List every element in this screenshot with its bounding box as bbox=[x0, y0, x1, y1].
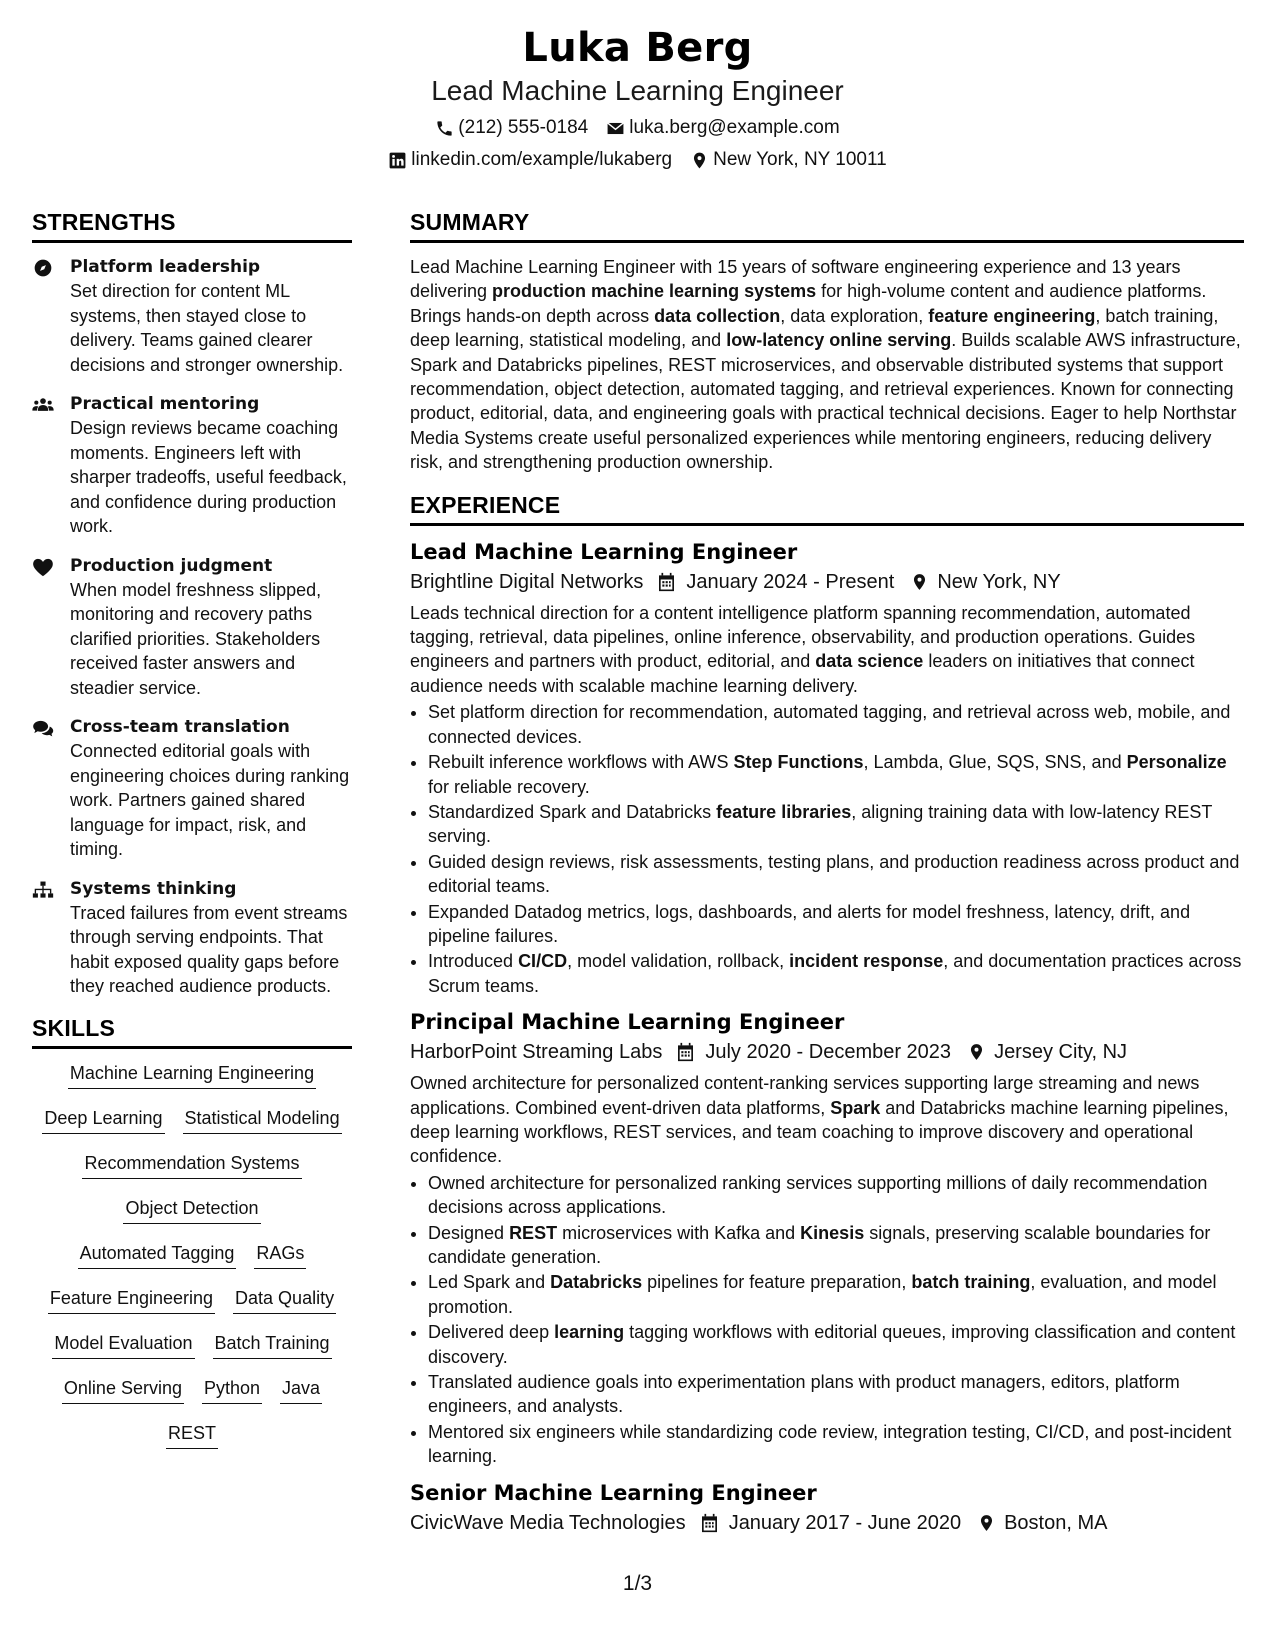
text-segment: , and documentation practices across Scrum teams. bbox=[428, 951, 1242, 996]
skill-tag: Python bbox=[202, 1376, 262, 1404]
email-contact[interactable] bbox=[606, 116, 839, 140]
skill-row bbox=[32, 1376, 352, 1421]
job-description bbox=[410, 601, 1244, 699]
text-segment: , evaluation, and model promotion. bbox=[428, 1272, 1217, 1317]
bold-keyword: low-latency online serving bbox=[726, 330, 952, 351]
job-dates: January 2024 - Present bbox=[686, 570, 895, 593]
summary-heading: SUMMARY bbox=[410, 208, 1244, 243]
skill-tag: Recommendation Systems bbox=[82, 1151, 301, 1179]
text-segment: , data exploration, bbox=[780, 305, 929, 326]
experience-heading: EXPERIENCE bbox=[410, 491, 1244, 526]
text-segment: Delivered deep bbox=[428, 1322, 555, 1343]
bullet-item bbox=[428, 949, 1244, 998]
skill-row bbox=[32, 1151, 352, 1196]
strength-title: Cross-team translation bbox=[70, 717, 290, 737]
text-segment: leaders on initiatives that connect audience needs with scalable machine learning delivery. bbox=[410, 651, 1195, 696]
jobs-list bbox=[410, 538, 1244, 1537]
strength-title: Production judgment bbox=[70, 555, 273, 576]
bullet-item bbox=[428, 1270, 1244, 1319]
skill-row bbox=[32, 1421, 352, 1466]
strength-text bbox=[70, 255, 352, 377]
strength-item bbox=[32, 392, 352, 539]
skill-row bbox=[32, 1106, 352, 1151]
map-marker-icon bbox=[910, 572, 929, 592]
resume-header bbox=[0, 22, 1275, 172]
comments-icon bbox=[32, 715, 70, 743]
text-segment: Introduced bbox=[428, 951, 519, 972]
bold-keyword: production machine learning systems bbox=[492, 281, 817, 302]
text-segment: for reliable recovery. bbox=[428, 776, 590, 797]
skill-tag: Object Detection bbox=[123, 1196, 260, 1224]
job-meta bbox=[410, 1509, 1244, 1537]
calendar-icon bbox=[700, 1513, 719, 1533]
skill-tag: Statistical Modeling bbox=[183, 1106, 342, 1134]
job-meta bbox=[410, 1038, 1244, 1066]
bold-keyword: batch training bbox=[911, 1272, 1031, 1293]
text-segment: pipelines for feature preparation, bbox=[642, 1272, 912, 1293]
job-location: New York, NY bbox=[937, 570, 1061, 593]
bullet-item bbox=[428, 1221, 1244, 1270]
job-bullets bbox=[410, 1171, 1244, 1469]
skill-tag: Automated Tagging bbox=[78, 1241, 237, 1269]
skill-tag: Batch Training bbox=[213, 1331, 332, 1359]
strengths-list bbox=[32, 255, 352, 999]
strength-text bbox=[70, 877, 352, 999]
job-dates: January 2017 - June 2020 bbox=[728, 1511, 962, 1534]
strength-title: Systems thinking bbox=[70, 878, 237, 899]
strength-item bbox=[32, 554, 352, 701]
calendar-icon bbox=[657, 572, 676, 592]
heart-icon bbox=[32, 554, 70, 582]
candidate-title: Lead Machine Learning Engineer bbox=[431, 75, 844, 106]
text-segment: Mentored six engineers while standardizing code review, integration testing, CI/CD, and post-incident learning. bbox=[428, 1421, 1232, 1467]
bold-keyword: learning bbox=[554, 1322, 625, 1343]
company-name: Brightline Digital Networks bbox=[410, 570, 644, 593]
company-name: HarborPoint Streaming Labs bbox=[410, 1041, 663, 1064]
calendar-icon bbox=[676, 1042, 695, 1062]
job-entry bbox=[410, 538, 1244, 999]
email-address[interactable]: luka.berg@example.com bbox=[629, 117, 840, 138]
text-segment: Expanded Datadog metrics, logs, dashboards, and alerts for model freshness, latency, drift, and pipeline failures. bbox=[428, 901, 1191, 946]
bold-keyword: data collection bbox=[654, 305, 781, 326]
map-marker-icon bbox=[690, 151, 709, 170]
strength-text bbox=[70, 392, 352, 539]
strength-text bbox=[70, 715, 352, 862]
bold-keyword: CI/CD bbox=[518, 951, 568, 972]
map-marker-icon bbox=[967, 1042, 986, 1062]
strength-description: Set direction for content ML systems, then stayed close to delivery. Teams gained clearer decisions and stronger ownership. bbox=[70, 281, 344, 375]
job-entry bbox=[410, 1479, 1244, 1537]
strength-title: Platform leadership bbox=[70, 257, 261, 277]
job-location: Boston, MA bbox=[1004, 1511, 1108, 1534]
text-segment: , batch training, deep learning, statistical modeling, and bbox=[410, 305, 1219, 351]
bold-keyword: REST bbox=[509, 1222, 558, 1243]
bold-keyword: Databricks bbox=[550, 1272, 643, 1293]
text-segment: for high-volume content and audience platforms. Brings hands-on depth across bbox=[410, 281, 1207, 326]
job-title: Senior Machine Learning Engineer bbox=[410, 1480, 817, 1505]
text-segment: Lead Machine Learning Engineer with 15 years of software engineering experience and 13 years delivering bbox=[410, 257, 1181, 302]
strength-title: Practical mentoring bbox=[70, 394, 260, 414]
phone-contact bbox=[435, 116, 588, 140]
bold-keyword: incident response bbox=[789, 951, 944, 972]
strength-description: When model freshness slipped, monitoring and recovery paths clarified priorities. Stakeholders received faster answers and steadier service. bbox=[70, 579, 322, 698]
strength-description: Connected editorial goals with engineering choices during ranking work. Partners gained shared language for impact, risk, and timing. bbox=[70, 741, 350, 859]
bold-keyword: Spark bbox=[830, 1097, 881, 1118]
strength-item bbox=[32, 715, 352, 862]
text-segment: tagging workflows with editorial queues, improving classification and content discovery. bbox=[428, 1322, 1236, 1367]
phone-icon bbox=[435, 119, 454, 138]
bold-keyword: data science bbox=[815, 651, 924, 672]
skill-tag: Feature Engineering bbox=[48, 1286, 215, 1314]
strengths-heading: STRENGTHS bbox=[32, 208, 352, 243]
bullet-item bbox=[428, 900, 1244, 949]
strength-text bbox=[70, 554, 352, 701]
linkedin-contact[interactable] bbox=[388, 148, 672, 172]
skill-row bbox=[32, 1196, 352, 1241]
skill-tag: Machine Learning Engineering bbox=[68, 1061, 316, 1089]
linkedin-url[interactable]: linkedin.com/example/lukaberg bbox=[411, 149, 673, 170]
bold-keyword: Kinesis bbox=[800, 1222, 865, 1243]
bold-keyword: Personalize bbox=[1126, 752, 1227, 773]
envelope-icon bbox=[606, 119, 625, 138]
job-entry bbox=[410, 1008, 1244, 1469]
job-location: Jersey City, NJ bbox=[994, 1041, 1128, 1064]
skills-list bbox=[32, 1061, 352, 1466]
bullet-item bbox=[428, 750, 1244, 799]
strength-item bbox=[32, 877, 352, 999]
text-segment: Rebuilt inference workflows with AWS bbox=[428, 752, 734, 773]
compass-icon bbox=[32, 255, 70, 283]
strength-description: Design reviews became coaching moments. Engineers left with sharper tradeoffs, useful feedback, and confidence during production work. bbox=[70, 418, 347, 536]
skills-heading: SKILLS bbox=[32, 1014, 352, 1049]
bullet-item bbox=[428, 1320, 1244, 1369]
text-segment: Set platform direction for recommendation, automated tagging, and retrieval across web, mobile, and connected devices. bbox=[428, 702, 1231, 747]
company-name: CivicWave Media Technologies bbox=[410, 1511, 686, 1534]
job-dates: July 2020 - December 2023 bbox=[705, 1041, 952, 1064]
skill-tag: Model Evaluation bbox=[52, 1331, 194, 1359]
strength-item bbox=[32, 255, 352, 377]
page-indicator: 1/3 bbox=[622, 1572, 653, 1595]
job-bullets bbox=[410, 700, 1244, 998]
bullet-item bbox=[428, 1420, 1244, 1469]
bold-keyword: Step Functions bbox=[733, 752, 864, 773]
text-segment: microservices with Kafka and bbox=[557, 1222, 801, 1243]
contact-row-1 bbox=[0, 116, 1275, 140]
text-segment: , model validation, rollback, bbox=[567, 951, 790, 972]
left-column bbox=[32, 208, 352, 1466]
job-meta bbox=[410, 568, 1244, 596]
phone-number: (212) 555-0184 bbox=[458, 117, 589, 138]
users-icon bbox=[32, 392, 70, 420]
bullet-item bbox=[428, 850, 1244, 899]
text-segment: Leads technical direction for a content intelligence platform spanning recommendation, automated tagging, retrieval, data pipelines, online inference, observability, and production operations. Guides engineers and partners with product, editorial, and bbox=[410, 602, 1196, 672]
summary-text bbox=[410, 255, 1244, 475]
text-segment: Owned architecture for personalized content-ranking services supporting large streaming and news applications. Combined event-driven data platforms, bbox=[410, 1073, 1200, 1118]
skill-tag: Data Quality bbox=[233, 1286, 336, 1314]
skill-tag: Java bbox=[280, 1376, 322, 1404]
text-segment: Guided design reviews, risk assessments, testing plans, and production readiness across product and editorial teams. bbox=[428, 851, 1240, 897]
text-segment: Translated audience goals into experimentation plans with product managers, editors, platform engineers, and analysts. bbox=[428, 1372, 1180, 1417]
strength-description: Traced failures from event streams through serving endpoints. That habit exposed quality gaps before they reached audience products. bbox=[70, 902, 348, 996]
bullet-item bbox=[428, 1171, 1244, 1220]
bold-keyword: feature libraries bbox=[716, 801, 852, 822]
text-segment: and Databricks machine learning pipelines, deep learning workflows, REST services, and team coaching to improve discovery and operational confidence. bbox=[410, 1097, 1229, 1167]
map-marker-icon bbox=[977, 1513, 996, 1533]
job-title: Lead Machine Learning Engineer bbox=[410, 539, 798, 564]
skill-tag: RAGs bbox=[254, 1241, 306, 1269]
job-title: Principal Machine Learning Engineer bbox=[410, 1010, 845, 1035]
text-segment: , Lambda, Glue, SQS, SNS, and bbox=[863, 752, 1127, 773]
skill-row bbox=[32, 1241, 352, 1286]
linkedin-icon bbox=[388, 151, 407, 170]
text-segment: Owned architecture for personalized ranking services supporting millions of daily recommendation decisions across applications. bbox=[428, 1172, 1208, 1218]
skill-row bbox=[32, 1331, 352, 1376]
text-segment: Designed bbox=[428, 1222, 510, 1243]
text-segment: . Builds scalable AWS infrastructure, Spark and Databricks pipelines, REST microservices, and observable distributed systems that support recommendation, object detection, automated tagging, and retrieval experiences. Known for connecting product, editorial, data, and engineering goals with practical technical decisions. Eager to help Northstar Media Systems create useful personalized experiences while mentoring engineers, reducing delivery risk, and strengthening production ownership. bbox=[410, 330, 1241, 473]
skill-row bbox=[32, 1061, 352, 1106]
text-segment: signals, preserving scalable boundaries for candidate generation. bbox=[428, 1222, 1211, 1267]
candidate-name: Luka Berg bbox=[522, 25, 753, 71]
skill-tag: Online Serving bbox=[62, 1376, 184, 1404]
text-segment: Led Spark and bbox=[428, 1272, 551, 1293]
skill-tag: Deep Learning bbox=[42, 1106, 164, 1134]
bullet-item bbox=[428, 700, 1244, 749]
text-segment: Standardized Spark and Databricks bbox=[428, 801, 717, 822]
job-description bbox=[410, 1071, 1244, 1169]
skill-row bbox=[32, 1286, 352, 1331]
bullet-item bbox=[428, 800, 1244, 849]
contact-row-2 bbox=[0, 148, 1275, 172]
text-segment: , aligning training data with low-latency REST serving. bbox=[428, 801, 1213, 847]
sitemap-icon bbox=[32, 877, 70, 905]
right-column bbox=[410, 208, 1244, 1547]
location-contact bbox=[690, 148, 887, 172]
location-text: New York, NY 10011 bbox=[713, 149, 887, 170]
bold-keyword: feature engineering bbox=[928, 305, 1096, 326]
bullet-item bbox=[428, 1370, 1244, 1419]
skill-tag: REST bbox=[166, 1421, 218, 1449]
